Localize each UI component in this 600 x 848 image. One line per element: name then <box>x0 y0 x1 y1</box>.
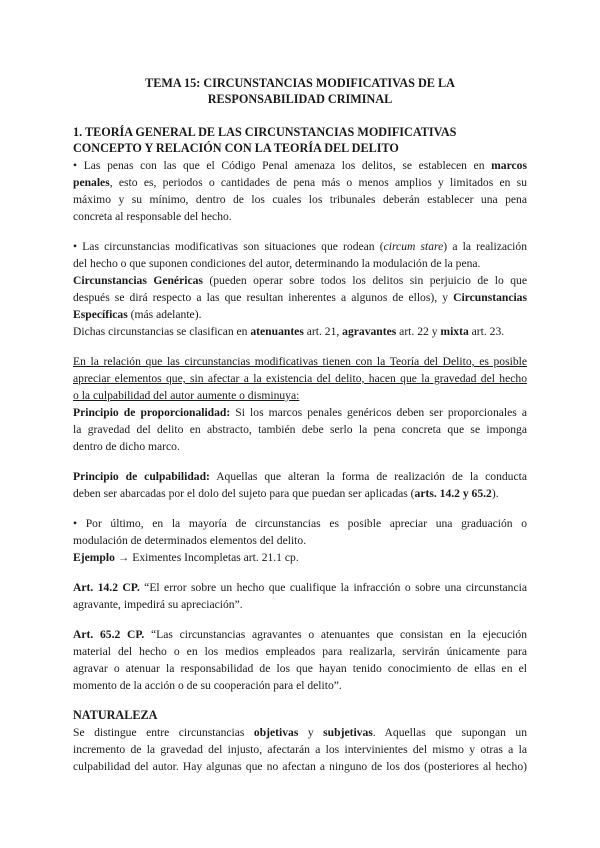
paragraph-line: agravante, impedirá su apreciación”. <box>73 598 243 611</box>
paragraph-line: Principio de culpabilidad: Aquellas que alteran la forma de realización de la conducta <box>73 470 527 483</box>
section-heading: 1. TEORÍA GENERAL DE LAS CIRCUNSTANCIAS MODIFICATIVAS <box>73 125 457 139</box>
paragraph-line: después se dirá respecto a las que resultan inherentes a algunos de ellos), y Circunstancias <box>73 291 527 304</box>
paragraph-line-underlined: En la relación que las circunstancias modificativas tienen con la Teoría del Delito, es posible <box>73 355 527 368</box>
paragraph-line: incremento de la gravedad del injusto, afectarán a los intervinientes del mismo y otras a la <box>73 743 527 756</box>
paragraph-line: Art. 14.2 CP. “El error sobre un hecho que cualifique la infracción o sobre una circunstancia <box>73 581 527 594</box>
paragraph-line: culpabilidad del autor. Hay algunas que no afectan a ninguno de los dos (posteriores al hecho) <box>73 760 527 773</box>
document-title-line-2: RESPONSABILIDAD CRIMINAL <box>207 92 393 106</box>
paragraph-line: Específicas (más adelante). <box>73 308 202 321</box>
document-title-line-1: TEMA 15: CIRCUNSTANCIAS MODIFICATIVAS DE LA <box>145 76 455 90</box>
section-heading-naturaleza: NATURALEZA <box>73 708 158 722</box>
paragraph-line: Circunstancias Genéricas (pueden operar sobre todos los delitos sin perjuicio de lo que <box>73 274 527 287</box>
paragraph-line: Dichas circunstancias se clasifican en atenuantes art. 21, agravantes art. 22 y mixta art. 23. <box>73 325 505 338</box>
paragraph-line: Art. 65.2 CP. “Las circunstancias agravantes o atenuantes que consistan en la ejecución <box>73 628 527 641</box>
paragraph-line: agravar o atenuar la responsabilidad de los que hayan tenido conocimiento de ellas en el <box>73 662 527 675</box>
paragraph-line: Ejemplo → Eximentes Incompletas art. 21.1 cp. <box>73 551 299 564</box>
paragraph-line: del hecho o que suponen condiciones del autor, determinando la modulación de la pena. <box>73 257 481 270</box>
paragraph-line: dentro de dicho marco. <box>73 440 180 453</box>
paragraph-line: • Las penas con las que el Código Penal amenaza los delitos, se establecen en marcos <box>73 159 527 172</box>
paragraph-line: deben ser abarcadas por el dolo del sujeto para que puedan ser aplicadas (arts. 14.2 y 65.2). <box>73 487 499 500</box>
paragraph-line: material del hecho o en los medios empleados para realizarla, servirán únicamente para <box>73 645 527 658</box>
paragraph-line: Se distingue entre circunstancias objetivas y subjetivas. Aquellas que supongan un <box>73 726 527 739</box>
paragraph-line: • Las circunstancias modificativas son situaciones que rodean (circum stare) a la realización <box>73 240 527 253</box>
paragraph-line-underlined: apreciar elementos que, sin afectar a la existencia del delito, hacen que la gravedad del hecho <box>73 372 527 385</box>
paragraph-line: momento de la acción o de su cooperación para el delito”. <box>73 679 342 692</box>
paragraph-line: • Por último, en la mayoría de circunstancias es posible apreciar una graduación o <box>73 517 527 530</box>
paragraph-line: la gravedad del delito en abstracto, también debe serlo la pena concreta que se imponga <box>73 423 527 436</box>
paragraph-line: concreta al responsable del hecho. <box>73 210 232 223</box>
paragraph-line: máximo y su mínimo, dentro de los cuales los tribunales deberán establecer una pena <box>73 193 527 206</box>
subsection-heading: CONCEPTO Y RELACIÓN CON LA TEORÍA DEL DELITO <box>73 141 399 155</box>
paragraph-line: modulación de determinados elementos del delito. <box>73 534 307 547</box>
paragraph-line-underlined: o la culpabilidad del autor aumente o disminuya: <box>73 389 300 402</box>
paragraph-line: penales, esto es, periodos o cantidades de pena más o menos amplios y limitados en su <box>73 176 527 189</box>
paragraph-line: Principio de proporcionalidad: Si los marcos penales genéricos deben ser proporcionales a <box>73 406 527 419</box>
